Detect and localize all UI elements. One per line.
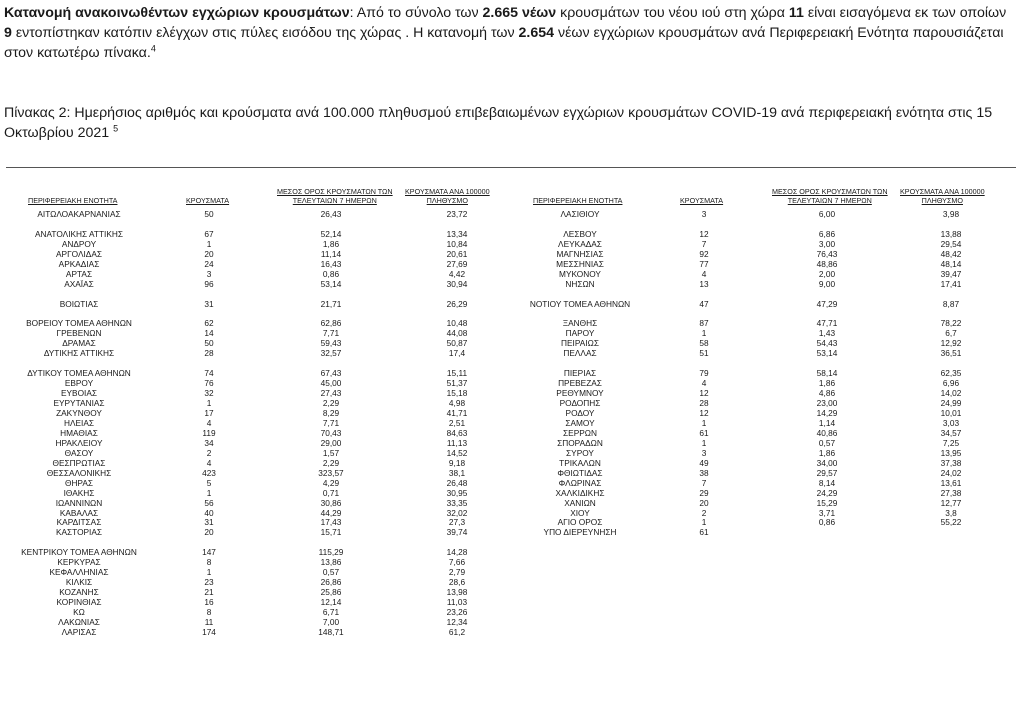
intro-heading: Κατανομή ανακοινωθέντων εγχώριων κρουσμάτων [4, 5, 350, 21]
cell-avg7: 44,29 [320, 507, 342, 518]
cell-unit-name: ΑΙΤΩΛΟΑΚΑΡΝΑΝΙΑΣ [37, 209, 121, 219]
cell-cases: 28 [204, 348, 214, 359]
cell-unit-name: ΛΕΥΚΑΔΑΣ [558, 238, 602, 249]
cell-avg7: 15,29 [816, 497, 838, 508]
cell-unit-name: ΑΡΤΑΣ [65, 268, 93, 279]
cell-per100k: 33,35 [446, 497, 468, 508]
cell-unit-name: ΒΟΙΩΤΙΑΣ [59, 298, 99, 309]
cell-unit-name: ΓΡΕΒΕΝΩΝ [56, 328, 102, 339]
header-per100k [900, 188, 985, 205]
cell-avg7: 3,00 [818, 238, 836, 249]
header-unit: ΠΕΡΙΦΕΡΕΙΑΚΗ ΕΝΟΤΗΤΑ [28, 196, 118, 205]
cell-per100k: 2,51 [448, 417, 466, 428]
cell-unit-name: ΡΕΘΥΜΝΟΥ [556, 388, 604, 399]
cell-cases: 21 [204, 587, 214, 598]
cell-cases: 1 [206, 567, 212, 578]
cell-cases: 31 [204, 298, 214, 309]
cell-unit-name: ΚΙΛΚΙΣ [65, 577, 93, 588]
cell-cases: 1 [701, 417, 707, 428]
cell-per100k: 13,34 [446, 228, 468, 239]
caption-text: Πίνακας 2: Ημερήσιος αριθμός και κρούσματα ανά 100.000 πληθυσμού επιβεβαιωμένων εγχώριων κρουσμάτων COVID-19 ανά περιφερειακή ενότητα στις 15 Οκτωβρίου 2021 [4, 105, 993, 141]
cell-unit-name: ΕΥΡΥΤΑΝΙΑΣ [53, 398, 105, 409]
cell-cases: 7 [701, 238, 707, 249]
intro-text: νέων εγχώριων κρουσμάτων ανά Περιφερειακή Ενότητα παρουσιάζεται στον κατωτέρω πίνακα. [4, 25, 1004, 61]
header-avg7-line1: ΜΕΣΟΣ ΟΡΟΣ ΚΡΟΥΣΜΑΤΩΝ ΤΩΝ [277, 187, 393, 196]
cell-avg7: 47,29 [816, 298, 838, 309]
header-per100k-line1: ΚΡΟΥΣΜΑΤΑ ΑΝΑ 100000 [900, 187, 985, 196]
cell-unit-name: ΡΟΔΟΥ [565, 408, 595, 418]
cell-avg7: 148,71 [318, 626, 344, 637]
cell-unit-name: ΠΕΛΛΑΣ [563, 348, 597, 359]
cell-per100k: 10,84 [446, 238, 468, 249]
cell-avg7: 8,29 [322, 408, 340, 418]
cell-unit-name: ΗΡΑΚΛΕΙΟΥ [55, 437, 103, 448]
cell-avg7: 26,86 [320, 577, 342, 588]
cell-per100k: 13,61 [940, 477, 962, 488]
cell-unit-name: ΑΡΚΑΔΙΑΣ [58, 258, 100, 269]
cell-avg7: 115,29 [318, 547, 344, 558]
header-per100k [405, 188, 490, 205]
cell-unit-name: ΠΑΡΟΥ [565, 328, 595, 339]
cell-per100k: 4,98 [448, 398, 466, 409]
cell-unit-name: ΛΕΣΒΟΥ [563, 228, 597, 239]
cell-avg7: 67,43 [320, 368, 342, 379]
cell-per100k: 32,02 [446, 507, 468, 518]
cell-cases: 5 [206, 477, 212, 488]
cell-unit-name: ΥΠΟ ΔΙΕΡΕΥΝΗΣΗ [543, 527, 617, 538]
cell-per100k: 78,22 [940, 318, 962, 329]
cell-cases: 61 [699, 527, 709, 538]
cell-cases: 4 [701, 268, 707, 279]
header-avg7-line2: ΤΕΛΕΥΤΑΙΩΝ 7 ΗΜΕΡΩΝ [787, 195, 872, 205]
cell-unit-name: ΧΑΛΚΙΔΙΚΗΣ [555, 487, 605, 498]
header-unit: ΠΕΡΙΦΕΡΕΙΑΚΗ ΕΝΟΤΗΤΑ [533, 196, 623, 205]
cell-per100k: 11,13 [446, 437, 468, 448]
cell-unit-name: ΘΗΡΑΣ [64, 477, 94, 488]
cell-unit-name: ΚΟΖΑΝΗΣ [59, 587, 99, 598]
cell-avg7: 323,57 [318, 467, 344, 478]
cell-unit-name: ΧΑΝΙΩΝ [564, 497, 596, 508]
cell-cases: 50 [204, 209, 214, 219]
cell-avg7: 7,00 [322, 616, 340, 627]
cell-unit-name: ΝΗΣΩΝ [565, 278, 595, 289]
cell-cases: 76 [204, 378, 214, 389]
cell-per100k: 14,52 [446, 447, 468, 458]
cell-avg7: 25,86 [320, 587, 342, 598]
cell-avg7: 4,29 [322, 477, 340, 488]
cell-cases: 31 [204, 517, 214, 528]
cell-per100k: 44,08 [446, 328, 468, 339]
footnote-ref[interactable]: 5 [113, 123, 119, 134]
cell-per100k: 48,42 [940, 248, 962, 259]
cell-avg7: 59,43 [320, 338, 342, 349]
cell-unit-name: ΧΙΟΥ [570, 507, 590, 518]
cell-per100k: 10,01 [940, 408, 962, 418]
cell-unit-name: ΦΘΙΩΤΙΔΑΣ [557, 467, 603, 478]
cell-per100k: 17,4 [448, 348, 466, 359]
cell-cases: 7 [701, 477, 707, 488]
cell-per100k: 61,2 [448, 626, 466, 637]
cell-per100k: 23,72 [446, 209, 468, 219]
intro-bold: 2.654 [518, 25, 555, 41]
cell-unit-name: ΠΡΕΒΕΖΑΣ [558, 378, 602, 389]
cell-cases: 3 [206, 268, 212, 279]
cell-cases: 423 [202, 467, 216, 478]
cell-avg7: 34,00 [816, 457, 838, 468]
cell-avg7: 17,43 [320, 517, 342, 528]
cell-cases: 12 [699, 388, 709, 399]
cell-avg7: 6,86 [818, 228, 836, 239]
cell-avg7: 16,43 [320, 258, 342, 269]
cell-unit-name: ΜΑΓΝΗΣΙΑΣ [556, 248, 604, 259]
cell-avg7: 53,14 [320, 278, 342, 289]
cell-per100k: 14,02 [940, 388, 962, 399]
cell-per100k: 84,63 [446, 427, 468, 438]
cell-avg7: 0,57 [818, 437, 836, 448]
cell-avg7: 29,00 [320, 437, 342, 448]
cell-per100k: 23,26 [446, 607, 468, 617]
header-per100k-line2: ΠΛΗΘΥΣΜΟ [426, 195, 468, 205]
cell-per100k: 39,74 [446, 527, 468, 538]
cell-avg7: 1,86 [818, 447, 836, 458]
cell-per100k: 62,35 [940, 368, 962, 379]
cell-cases: 62 [204, 318, 214, 329]
cell-cases: 20 [204, 248, 214, 259]
cell-per100k: 26,29 [446, 298, 468, 309]
cell-unit-name: ΡΟΔΟΠΗΣ [559, 398, 601, 409]
cell-per100k: 12,77 [940, 497, 962, 508]
cell-avg7: 53,14 [816, 348, 838, 359]
cell-avg7: 3,71 [818, 507, 836, 518]
cell-per100k: 48,14 [940, 258, 962, 269]
cell-per100k: 41,71 [446, 408, 468, 418]
intro-text: εντοπίστηκαν κατόπιν ελέγχων στις πύλες εισόδου της χώρας . Η κατανομή των [11, 25, 519, 41]
cell-per100k: 10,48 [446, 318, 468, 329]
header-cases: ΚΡΟΥΣΜΑΤΑ [186, 196, 230, 205]
cell-cases: 147 [202, 547, 216, 558]
intro-bold: 2.665 νέων [482, 5, 557, 21]
cell-unit-name: ΔΡΑΜΑΣ [62, 338, 96, 349]
cell-per100k: 38,1 [448, 467, 466, 478]
cell-per100k: 20,61 [446, 248, 468, 259]
cell-per100k: 11,03 [446, 597, 468, 608]
cell-avg7: 0,57 [322, 567, 340, 578]
cell-unit-name: ΕΥΒΟΙΑΣ [60, 388, 98, 399]
cell-unit-name: ΣΕΡΡΩΝ [563, 427, 597, 438]
header-avg7-line1: ΜΕΣΟΣ ΟΡΟΣ ΚΡΟΥΣΜΑΤΩΝ ΤΩΝ [772, 187, 888, 196]
cell-cases: 20 [204, 527, 214, 538]
cell-per100k: 26,48 [446, 477, 468, 488]
cell-cases: 38 [699, 467, 709, 478]
cell-cases: 24 [204, 258, 214, 269]
cell-avg7: 40,86 [816, 427, 838, 438]
cell-cases: 174 [202, 626, 216, 637]
cell-per100k: 27,38 [940, 487, 962, 498]
cell-avg7: 24,29 [816, 487, 838, 498]
cell-avg7: 21,71 [320, 298, 342, 309]
cell-unit-name: ΣΥΡΟΥ [566, 447, 594, 458]
cell-per100k: 17,41 [940, 278, 962, 289]
cell-cases: 4 [701, 378, 707, 389]
cell-avg7: 2,29 [322, 457, 340, 468]
header-cases: ΚΡΟΥΣΜΑΤΑ [680, 196, 724, 205]
cell-cases: 28 [699, 398, 709, 409]
cell-avg7: 4,86 [818, 388, 836, 399]
cell-per100k: 4,42 [448, 268, 466, 279]
cell-unit-name: ΚΟΡΙΝΘΙΑΣ [56, 597, 102, 608]
cell-avg7: 12,14 [320, 597, 342, 608]
cell-cases: 1 [701, 437, 707, 448]
cell-avg7: 1,86 [818, 378, 836, 389]
cell-cases: 23 [204, 577, 214, 588]
cell-per100k: 27,3 [448, 517, 466, 528]
cell-unit-name: ΙΩΑΝΝΙΝΩΝ [55, 497, 103, 508]
cell-avg7: 15,71 [320, 527, 342, 538]
intro-bold: 9 [4, 25, 12, 41]
cell-per100k: 8,87 [942, 298, 960, 309]
cell-per100k: 12,92 [940, 338, 962, 349]
cell-unit-name: ΝΟΤΙΟΥ ΤΟΜΕΑ ΑΘΗΝΩΝ [529, 298, 631, 309]
header-avg7 [772, 188, 888, 205]
cell-unit-name: ΤΡΙΚΑΛΩΝ [559, 457, 601, 468]
cell-unit-name: ΘΕΣΠΡΩΤΙΑΣ [52, 457, 106, 468]
cell-cases: 1 [206, 238, 212, 249]
cell-per100k: 7,66 [448, 557, 466, 568]
cell-cases: 13 [699, 278, 709, 289]
cell-avg7: 76,43 [816, 248, 838, 259]
cell-cases: 1 [206, 398, 212, 409]
cell-avg7: 45,00 [320, 378, 342, 389]
cell-avg7: 27,43 [320, 388, 342, 399]
cell-avg7: 2,00 [818, 268, 836, 279]
cell-cases: 8 [206, 557, 212, 568]
intro-text: είναι εισαγόμενα εκ των οποίων [803, 5, 1007, 21]
cell-cases: 1 [701, 328, 707, 339]
cell-cases: 61 [699, 427, 709, 438]
cell-cases: 11 [204, 616, 214, 627]
cell-unit-name: ΣΑΜΟΥ [565, 417, 595, 428]
cell-unit-name: ΔΥΤΙΚΟΥ ΤΟΜΕΑ ΑΘΗΝΩΝ [27, 368, 131, 379]
cell-unit-name: ΑΡΓΟΛΙΔΑΣ [56, 248, 102, 259]
cell-avg7: 0,86 [322, 268, 340, 279]
cell-per100k: 30,94 [446, 278, 468, 289]
cell-per100k: 13,88 [940, 228, 962, 239]
header-avg7-line2: ΤΕΛΕΥΤΑΙΩΝ 7 ΗΜΕΡΩΝ [292, 195, 377, 205]
cell-per100k: 51,37 [446, 378, 468, 389]
cell-avg7: 11,14 [320, 248, 342, 259]
cell-cases: 29 [699, 487, 709, 498]
cell-cases: 12 [699, 408, 709, 418]
cell-avg7: 1,86 [322, 238, 340, 249]
cell-unit-name: ΗΜΑΘΙΑΣ [60, 427, 98, 438]
cell-avg7: 52,14 [320, 228, 342, 239]
cell-unit-name: ΚΕΦΑΛΛΗΝΙΑΣ [49, 567, 109, 578]
cell-avg7: 48,86 [816, 258, 838, 269]
cell-unit-name: ΑΝΔΡΟΥ [61, 238, 97, 249]
cell-avg7: 6,00 [818, 209, 836, 219]
cell-cases: 119 [202, 427, 216, 438]
cell-unit-name: ΖΑΚΥΝΘΟΥ [56, 408, 102, 418]
cell-avg7: 29,57 [816, 467, 838, 478]
cell-unit-name: ΛΑΚΩΝΙΑΣ [58, 616, 100, 627]
cell-unit-name: ΚΑΣΤΟΡΙΑΣ [55, 527, 103, 538]
cell-avg7: 32,57 [320, 348, 342, 359]
cell-per100k: 3,03 [942, 417, 960, 428]
cell-unit-name: ΚΑΒΑΛΑΣ [59, 507, 99, 518]
cell-unit-name: ΚΕΝΤΡΙΚΟΥ ΤΟΜΕΑ ΑΘΗΝΩΝ [21, 547, 137, 558]
cell-unit-name: ΑΓΙΟ ΟΡΟΣ [557, 517, 603, 528]
cell-unit-name: ΣΠΟΡΑΔΩΝ [557, 437, 603, 448]
cell-unit-name: ΗΛΕΙΑΣ [63, 417, 95, 428]
cell-per100k: 2,79 [448, 567, 466, 578]
intro-text: : Από το σύνολο των [349, 5, 483, 21]
cell-avg7: 13,86 [320, 557, 342, 568]
cell-avg7: 62,86 [320, 318, 342, 329]
cell-unit-name: ΔΥΤΙΚΗΣ ΑΤΤΙΚΗΣ [43, 348, 115, 359]
cell-avg7: 1,14 [818, 417, 836, 428]
cell-avg7: 2,29 [322, 398, 340, 409]
cell-avg7: 58,14 [816, 368, 838, 379]
cell-cases: 40 [204, 507, 214, 518]
cell-avg7: 70,43 [320, 427, 342, 438]
cell-per100k: 3,98 [942, 209, 960, 219]
cell-avg7: 7,71 [322, 417, 340, 428]
cell-per100k: 50,87 [446, 338, 468, 349]
cell-unit-name: ΜΥΚΟΝΟΥ [559, 268, 601, 279]
cell-per100k: 37,38 [940, 457, 962, 468]
cell-avg7: 1,57 [322, 447, 340, 458]
cell-cases: 34 [204, 437, 214, 448]
cell-per100k: 36,51 [940, 348, 962, 359]
cell-unit-name: ΕΒΡΟΥ [64, 378, 94, 389]
cell-cases: 17 [204, 408, 214, 418]
cell-cases: 96 [204, 278, 214, 289]
cell-avg7: 0,71 [322, 487, 340, 498]
cell-unit-name: ΞΑΝΘΗΣ [562, 318, 598, 329]
cell-cases: 79 [699, 368, 709, 379]
cell-per100k: 30,95 [446, 487, 468, 498]
cell-cases: 74 [204, 368, 214, 379]
cell-cases: 14 [204, 328, 214, 339]
cell-per100k: 24,02 [940, 467, 962, 478]
cell-cases: 87 [699, 318, 709, 329]
cell-unit-name: ΜΕΣΣΗΝΙΑΣ [556, 258, 604, 269]
cell-unit-name: ΒΟΡΕΙΟΥ ΤΟΜΕΑ ΑΘΗΝΩΝ [26, 318, 132, 329]
cell-cases: 3 [701, 209, 707, 219]
cell-cases: 4 [206, 457, 212, 468]
cell-avg7: 26,43 [320, 209, 342, 219]
footnote-ref[interactable]: 4 [150, 43, 156, 54]
cell-cases: 77 [699, 258, 709, 269]
cell-cases: 20 [699, 497, 709, 508]
cell-unit-name: ΑΝΑΤΟΛΙΚΗΣ ΑΤΤΙΚΗΣ [34, 228, 124, 239]
cell-avg7: 7,71 [322, 328, 340, 339]
cell-cases: 50 [204, 338, 214, 349]
cell-avg7: 47,71 [816, 318, 838, 329]
cell-per100k: 39,47 [940, 268, 962, 279]
header-per100k-line1: ΚΡΟΥΣΜΑΤΑ ΑΝΑ 100000 [405, 187, 490, 196]
cell-per100k: 14,28 [446, 547, 468, 558]
cell-per100k: 27,69 [446, 258, 468, 269]
cell-avg7: 54,43 [816, 338, 838, 349]
cell-per100k: 34,57 [940, 427, 962, 438]
cell-unit-name: ΛΑΡΙΣΑΣ [61, 626, 97, 637]
cell-per100k: 12,34 [446, 616, 468, 627]
cell-per100k: 55,22 [940, 517, 962, 528]
cell-unit-name: ΠΙΕΡΙΑΣ [563, 368, 597, 379]
cell-avg7: 14,29 [816, 408, 838, 418]
cell-per100k: 29,54 [940, 238, 962, 249]
cell-per100k: 13,98 [446, 587, 468, 598]
cell-cases: 16 [204, 597, 214, 608]
cell-unit-name: ΚΕΡΚΥΡΑΣ [57, 557, 101, 568]
cell-avg7: 8,14 [818, 477, 836, 488]
cell-cases: 3 [701, 447, 707, 458]
cell-cases: 51 [699, 348, 709, 359]
cell-avg7: 30,86 [320, 497, 342, 508]
cell-cases: 58 [699, 338, 709, 349]
cell-per100k: 15,11 [446, 368, 468, 379]
cell-cases: 49 [699, 457, 709, 468]
cell-unit-name: ΦΛΩΡΙΝΑΣ [558, 477, 602, 488]
cell-avg7: 6,71 [322, 607, 340, 617]
cell-avg7: 1,43 [818, 328, 836, 339]
cell-unit-name: ΛΑΣΙΘΙΟΥ [560, 209, 600, 219]
cell-unit-name: ΚΑΡΔΙΤΣΑΣ [56, 517, 102, 528]
cell-cases: 92 [699, 248, 709, 259]
cell-cases: 56 [204, 497, 214, 508]
cell-avg7: 23,00 [816, 398, 838, 409]
cell-cases: 12 [699, 228, 709, 239]
cell-per100k: 13,95 [940, 447, 962, 458]
cell-cases: 2 [701, 507, 707, 518]
cell-cases: 1 [701, 517, 707, 528]
cell-per100k: 15,18 [446, 388, 468, 399]
cell-per100k: 24,99 [940, 398, 962, 409]
cell-per100k: 9,18 [448, 457, 466, 468]
cell-avg7: 9,00 [818, 278, 836, 289]
cell-unit-name: ΙΘΑΚΗΣ [63, 487, 95, 498]
cell-cases: 1 [206, 487, 212, 498]
cell-cases: 4 [206, 417, 212, 428]
cell-per100k: 6,96 [942, 378, 960, 389]
cell-per100k: 6,7 [945, 328, 957, 339]
cell-unit-name: ΘΑΣΟΥ [64, 447, 94, 458]
cell-cases: 47 [699, 298, 709, 309]
intro-text: κρουσμάτων του νέου ιού στη χώρα [556, 5, 789, 21]
cell-cases: 8 [206, 607, 212, 617]
cell-avg7: 0,86 [818, 517, 836, 528]
cell-unit-name: ΑΧΑΪΑΣ [64, 278, 94, 289]
cell-cases: 32 [204, 388, 214, 399]
cell-per100k: 28,6 [448, 577, 466, 588]
header-avg7 [277, 188, 393, 205]
cell-cases: 67 [204, 228, 214, 239]
cell-unit-name: ΘΕΣΣΑΛΟΝΙΚΗΣ [46, 467, 112, 478]
cell-unit-name: ΚΩ [73, 607, 85, 617]
intro-bold: 11 [788, 5, 804, 21]
cell-cases: 2 [206, 447, 212, 458]
cell-per100k: 7,25 [942, 437, 960, 448]
header-per100k-line2: ΠΛΗΘΥΣΜΟ [921, 195, 963, 205]
cell-unit-name: ΠΕΙΡΑΙΩΣ [561, 338, 599, 349]
cell-per100k: 3,8 [945, 507, 957, 518]
